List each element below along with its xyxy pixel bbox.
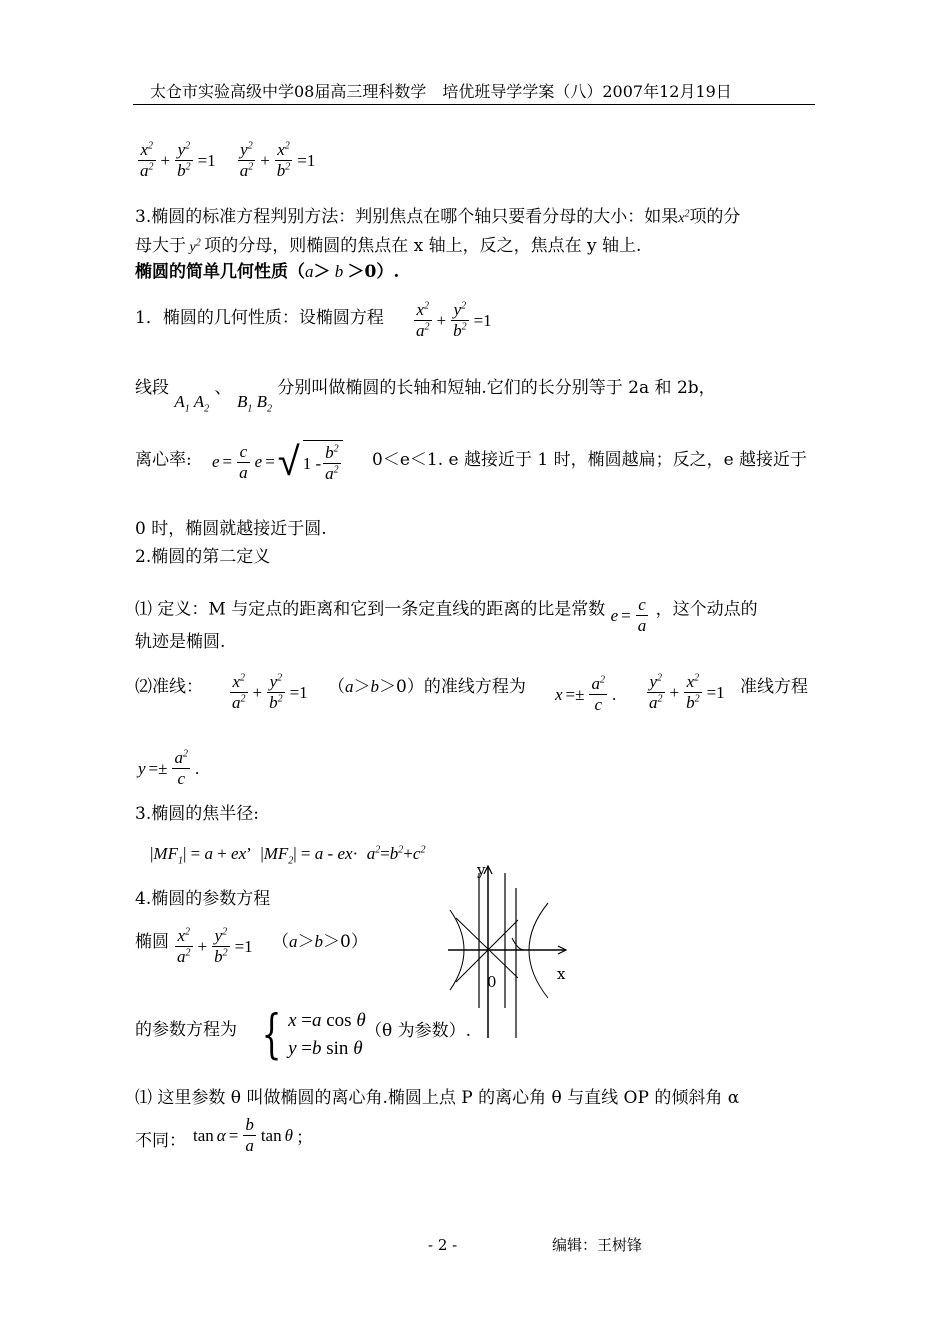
parametric-lead: 的参数方程为 <box>135 1020 237 1040</box>
section-title: 椭圆的简单几何性质（a＞ b ＞0）. <box>135 262 400 282</box>
directrix-eq-1: $\frac{x^2}{a^2}$ + $\frac{y^2}{b^2}$ =1 <box>232 672 308 712</box>
directrix-label: ⑵准线： <box>135 677 203 697</box>
parametric-ellipse-eq: $\frac{x^2}{a^2}$ + $\frac{y^2}{b^2}$ =1 <box>177 926 253 966</box>
editor-credit: 编辑：王树锋 <box>552 1236 643 1254</box>
parametric-system: { x =a cos θ y =b sin θ <box>261 1005 366 1065</box>
directrix-y: y =± $\frac{a^2}{c}$ . <box>138 748 200 788</box>
focal-radius-formula: $|MF_1| = a$ + ex’ $|MF_2| = a - ex\cdot a^2=b^2+c^2$ <box>150 844 426 867</box>
focus-rule-line2: 母大于 $y^2$ 项的分母，则椭圆的焦点在 x 轴上，反之，焦点在 y 轴上. <box>135 236 642 256</box>
figure-origin-label: 0 <box>487 973 497 991</box>
property-equation: $\frac{x^2}{a^2}$ + $\frac{y^2}{b^2}$ =1 <box>416 300 492 340</box>
figure-y-label: y <box>477 861 486 879</box>
eccentricity-label: 离心率: <box>135 450 192 470</box>
theta-paragraph: ⑴ 这里参数 θ 叫做椭圆的离心角.椭圆上点 P 的离心角 θ 与直线 OP 的倾斜角 α <box>135 1088 740 1108</box>
second-definition-text-2: 轨迹是椭圆. <box>135 632 226 652</box>
page-number: - 2 - <box>428 1236 458 1254</box>
parametric-title: 4.椭圆的参数方程 <box>135 889 271 909</box>
theta-paragraph-2: 不同： <box>135 1131 186 1151</box>
parametric-note: （θ 为参数）. <box>365 1021 472 1041</box>
figure-x-label: x <box>557 965 566 983</box>
page-header: 太仓市实验高级中学08届高三理科数学 培优班导学学案（八）2007年12月19日 <box>150 82 732 101</box>
eccentricity-text: 0＜e＜1. e 越接近于 1 时，椭圆越扁；反之，e 越接近于 <box>372 450 808 470</box>
eccentricity-text-2: 0 时，椭圆就越接近于圆. <box>135 519 327 539</box>
second-definition-title: 2.椭圆的第二定义 <box>135 547 271 567</box>
focal-radius-title: 3.椭圆的焦半径: <box>135 804 259 824</box>
second-definition-text: ⑴ 定义：M 与定点的距离和它到一条定直线的距离的比是常数 e = $\frac{c}{a}$ ，这个动点的 <box>135 595 758 635</box>
property-intro: 1．椭圆的几何性质：设椭圆方程 <box>135 308 384 328</box>
directrix-post: 准线方程 <box>740 677 808 697</box>
directrix-eq-2: $\frac{y^2}{a^2}$ + $\frac{x^2}{b^2}$ =1 <box>649 672 725 712</box>
axis-segments: 线段 $A_1$ $A_2$ 、 $B_1$ $B_2$ 分别叫做椭圆的长轴和短轴.它们的长分别等于 2a 和 2b， <box>135 378 716 415</box>
parametric-condition: （a＞b＞0） <box>272 932 368 952</box>
eccentricity-formula: e = $\frac{c}{a}$ e = √ 1 - $\frac{b^2}{a^2}$ <box>212 440 343 484</box>
directrix-x: x =± $\frac{a^2}{c}$ . <box>555 674 617 714</box>
directrix-condition: （a＞b＞0）的准线方程为 <box>328 677 526 697</box>
hyperbola-figure <box>448 858 578 1038</box>
header-rule <box>133 104 815 105</box>
focus-rule-line1: 3.椭圆的标准方程判别方法：判别焦点在哪个轴只要看分母的大小：如果$x^2$项的分 <box>135 207 741 227</box>
tan-relation: tan α = $\frac{b}{a}$ tan θ ； <box>193 1115 313 1155</box>
ellipse-standard-equations: $\frac{x^2}{a^2}$ + $\frac{y^2}{b^2}$ =1 $\frac{y^2}{a^2}$ + $\frac{x^2}{b^2}$ =1 <box>140 140 316 180</box>
parametric-ellipse-label: 椭圆 <box>135 932 169 952</box>
